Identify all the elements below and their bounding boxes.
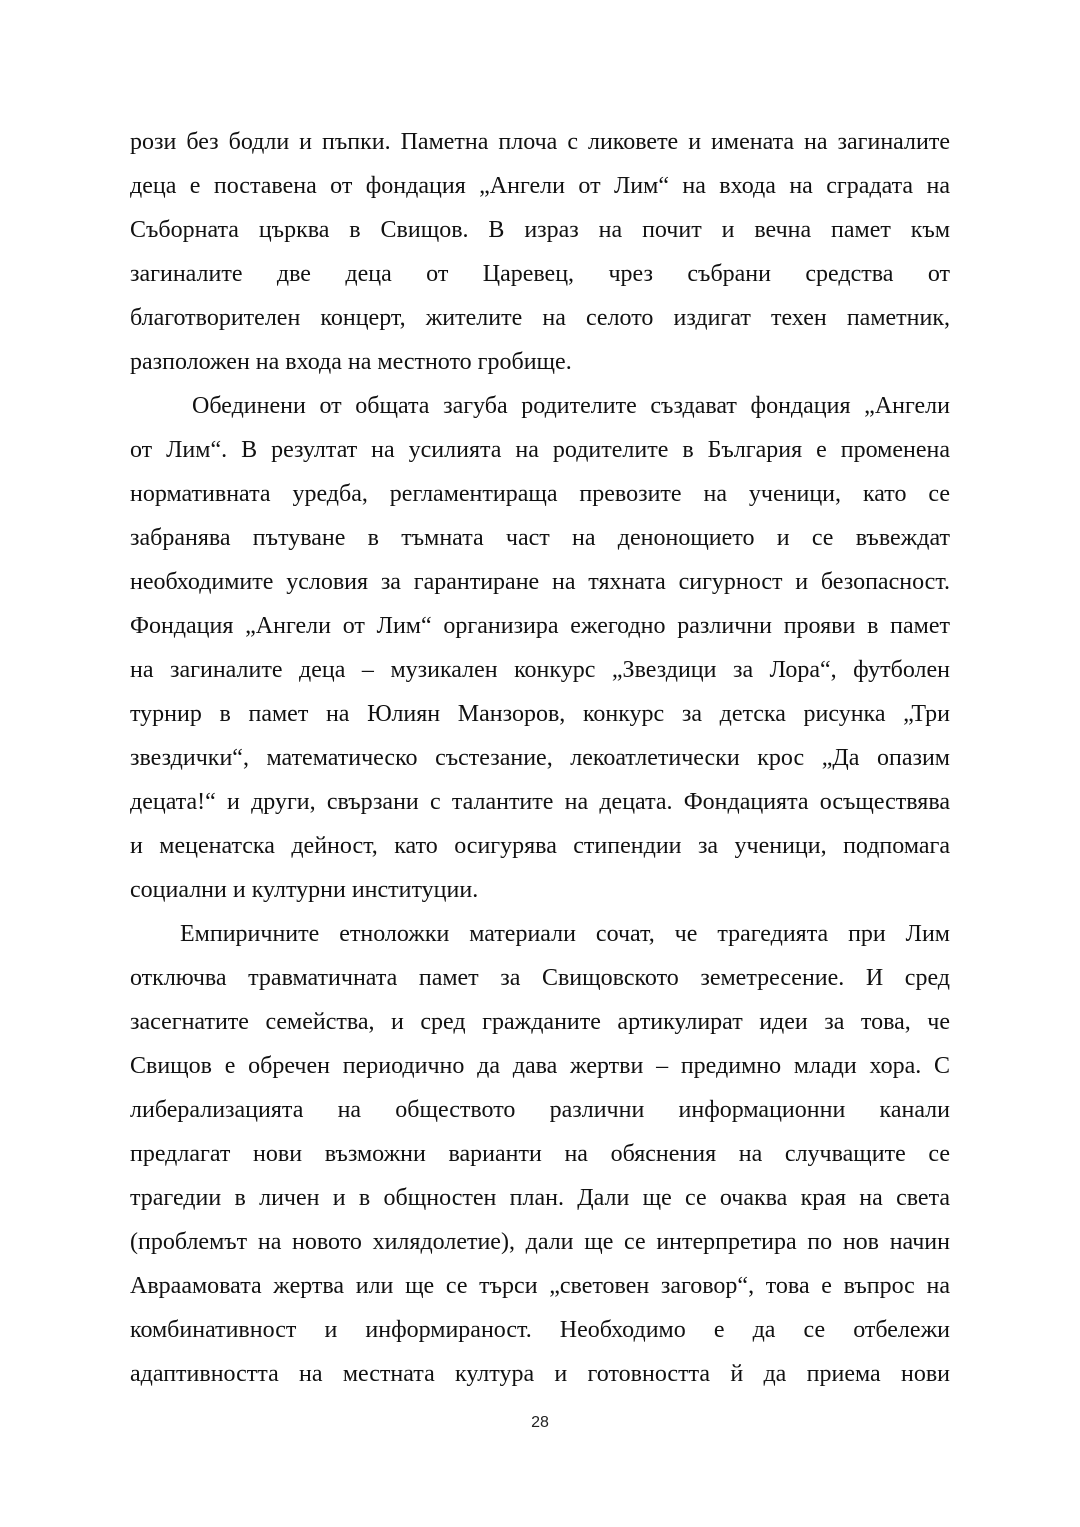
text-line: забранява пътуване в тъмната част на денонощието и се въвеждат xyxy=(130,525,950,551)
text-line: разположен на входа на местното гробище. xyxy=(130,349,572,375)
text-line: (проблемът на новото хилядолетие), дали ще се интерпретира по нов начин xyxy=(130,1229,950,1255)
text-line: нормативната уредба, регламентираща превозите на ученици, като се xyxy=(130,481,950,507)
text-line: загиналите две деца от Царевец, чрез събрани средства от xyxy=(130,261,950,287)
text-line: на загиналите деца – музикален конкурс „Звездици за Лора“, футболен xyxy=(130,657,950,683)
text-line: либерализацията на обществото различни информационни канали xyxy=(130,1097,950,1123)
text-line: децата!“ и други, свързани с талантите на децата. Фондацията осъществява xyxy=(130,789,950,815)
text-line: трагедии в личен и в общностен план. Дали ще се очаква края на света xyxy=(130,1185,950,1211)
text-line: от Лим“. В резултат на усилията на родителите в България е променена xyxy=(130,437,950,463)
text-line: Свищов е обречен периодично да дава жертви – предимно млади хора. С xyxy=(130,1053,950,1079)
text-line: необходимите условия за гарантиране на тяхната сигурност и безопасност. xyxy=(130,569,950,595)
page-number: 28 xyxy=(531,1414,549,1431)
text-line: комбинативност и информираност. Необходимо е да се отбележи xyxy=(130,1317,950,1343)
text-line: Авраамовата жертва или ще се търси „световен заговор“, това е въпрос на xyxy=(130,1273,950,1299)
text-line: Фондация „Ангели от Лим“ организира ежегодно различни прояви в памет xyxy=(130,613,950,639)
paragraph-start-line: Обединени от общата загуба родителите създават фондация „Ангели xyxy=(192,393,950,419)
text-line: отключва травматичната памет за Свищовското земетресение. И сред xyxy=(130,965,950,991)
text-line: и меценатска дейност, като осигурява стипендии за ученици, подпомага xyxy=(130,833,950,859)
text-line: благотворителен концерт, жителите на селото издигат техен паметник, xyxy=(130,305,950,331)
text-line: деца е поставена от фондация „Ангели от Лим“ на входа на сградата на xyxy=(130,173,950,199)
body-text xyxy=(130,120,950,1396)
text-line: рози без бодли и пъпки. Паметна плоча с ликовете и имената на загиналите xyxy=(130,129,950,155)
text-line: турнир в памет на Юлиян Манзоров, конкурс за детска рисунка „Три xyxy=(130,701,950,727)
text-line: адаптивността на местната култура и готовността й да приема нови xyxy=(130,1361,950,1387)
text-line: Съборната църква в Свищов. В израз на почит и вечна памет към xyxy=(130,217,950,243)
paragraph-start-line: Емпиричните етноложки материали сочат, че трагедията при Лим xyxy=(180,921,950,947)
text-line: засегнатите семейства, и сред гражданите артикулират идеи за това, че xyxy=(130,1009,950,1035)
text-line: предлагат нови възможни варианти на обяснения на случващите се xyxy=(130,1141,950,1167)
text-line: социални и културни институции. xyxy=(130,877,479,903)
text-line: звездички“, математическо състезание, лекоатлетически крос „Да опазим xyxy=(130,745,950,771)
